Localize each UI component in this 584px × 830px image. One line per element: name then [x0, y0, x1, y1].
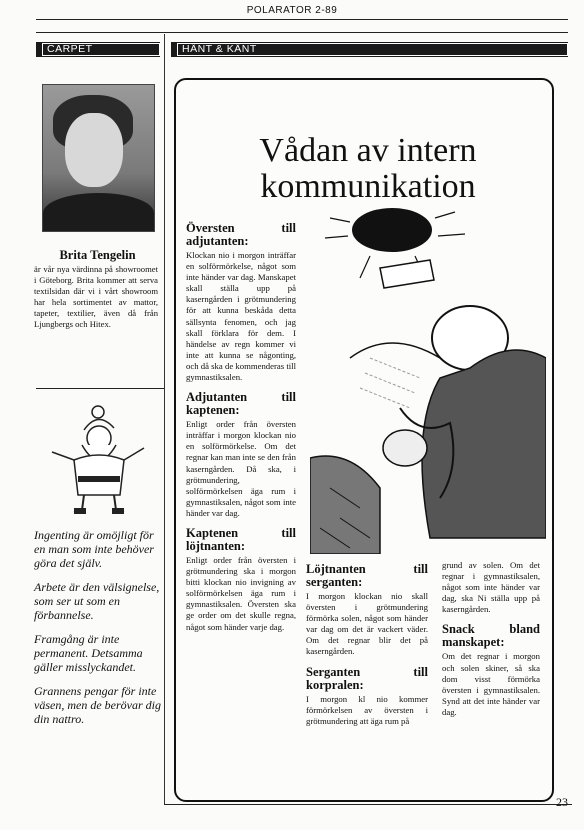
section-body: Enligt order från översten i grötmundering ska i morgon bitti klockan nio invigning av solförmörkelsen äga rum i gymnastiksalen. Översten ska ge order om det skulle regna, något som händer varje dag.: [186, 554, 296, 632]
santa-illustration: [44, 400, 154, 520]
article-column-3: [442, 560, 540, 726]
section-label-carpet: CARPET: [42, 43, 160, 56]
section-bar-carpet: [36, 42, 160, 57]
magazine-header: POLARATOR 2-89: [246, 5, 338, 16]
quote-item: Ingenting är omöjligt för en man som inte behöver göra det själv.: [34, 528, 154, 570]
profile-name: Brita Tengelin: [59, 248, 136, 262]
section-heading: Kaptenen till löjtnanten:: [186, 525, 296, 553]
quote-item: Grannens pengar för inte väsen, men de berövar dig din nattro.: [34, 684, 161, 726]
article-column-1: [186, 222, 296, 641]
article-title: Vådan av intern kommunikation: [259, 132, 477, 205]
section-label-hant-kant: HÄNT & KÄNT: [177, 43, 568, 56]
article-column-2: [306, 563, 428, 735]
header-rule-lower: [36, 32, 568, 33]
page-number: 23: [556, 795, 568, 809]
section-heading: Översten till adjutanten:: [186, 221, 296, 248]
section-heading: Adjutanten till kaptenen:: [186, 390, 296, 418]
section-body: Klockan nio i morgon inträffar en solförmörkelse, något som inte händer var dag. Manskapet skall ställa upp på kaserngården i grötmundering för att kunna beskåda detta sällsynta fenomen, och jag skall förklara för dem. I händelse av regn kommer vi inte att kunna se någonting, och då ska de kommenderas till gymnastiksalen.: [186, 250, 296, 383]
footer-rule: [164, 804, 572, 805]
profile-photo: [42, 84, 155, 232]
section-body: Enligt order från översten inträffar i morgon klockan nio en solförmörkelse. Om det regnar kan man inte se den från kaserngården. Då ska, i grötmundering, solförmörkelsen äga rum i gymnastiksalen, något som inte händer var dag.: [186, 419, 296, 518]
section-body: Om det regnar i morgon och solen skiner, så ska dom visst förmörka översten i gymnastiksalen. Synd att det inte händer var dag.: [442, 651, 540, 717]
quote-item: Framgång är inte permanent. Detsamma gäller misslyckandet.: [34, 632, 143, 674]
left-divider: [36, 388, 164, 389]
quotes-list: [34, 528, 162, 736]
section-heading: Löjtnanten till serganten:: [306, 562, 428, 589]
section-heading: Snack bland manskapet:: [442, 622, 540, 650]
section-heading: Serganten till korpralen:: [306, 664, 428, 692]
header-rule: [36, 19, 568, 20]
column-divider: [164, 34, 165, 804]
section-body: I morgon klockan nio skall översten i grötmundering förmörka solen, något som händer var dag om det är vackert väder. Om det regnar blir det på kaserngården.: [306, 591, 428, 657]
section-bar-hant-kant: [171, 42, 568, 57]
cartoon-illustration: [310, 208, 546, 554]
section-body: I morgon kl nio kommer förmörkelsen av översten i grötmundering att äga rum på: [306, 693, 428, 726]
quote-item: Arbete är den välsignelse, som ser ut som en förbannelse.: [34, 580, 160, 622]
section-body: grund av solen. Om det regnar i gymnastiksalen, något som inte händer var dag, ska Ni ställa upp på kaserngården.: [442, 560, 540, 615]
profile-bio: är vår nya värdinna på showroomet i Göteborg. Brita kommer att serva textilsidan där vi i vårt showroom har hela sortimentet av mattor, tapeter, textilier, även då från Ljungbergs och Hitex.: [34, 264, 158, 329]
